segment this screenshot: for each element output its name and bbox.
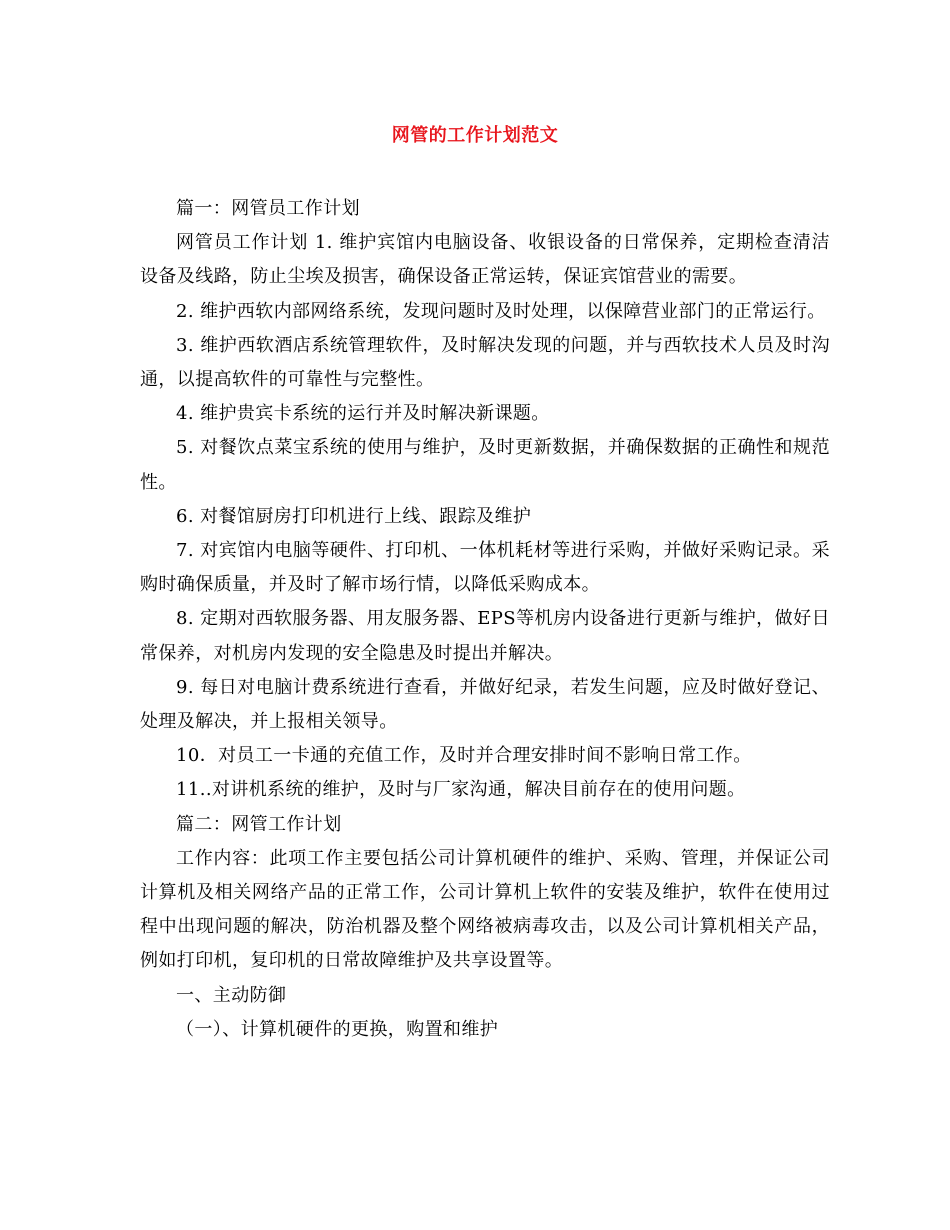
document-body <box>140 192 830 1047</box>
document-title: 网管的工作计划范文 <box>391 125 559 146</box>
paragraph-item-5: 5. 对餐饮点菜宝系统的使用与维护，及时更新数据，并确保数据的正确性和规范性。 <box>140 437 830 493</box>
subheading-active-defense: 一、主动防御 <box>176 984 287 1006</box>
paragraph-item-3: 3. 维护西软酒店系统管理软件，及时解决发现的问题，并与西软技术人员及时沟通，以提高软件的可靠性与完整性。 <box>140 334 830 391</box>
paragraph-item-2: 2. 维护西软内部网络系统，发现问题时及时处理，以保障营业部门的正常运行。 <box>176 300 826 322</box>
paragraph-work-content: 工作内容：此项工作主要包括公司计算机硬件的维护、采购、管理，并保证公司计算机及相关网络产品的正常工作，公司计算机上软件的安装及维护，软件在使用过程中出现问题的解决，防治机器及整个网络被病毒攻击，以及公司计算机相关产品，例如打印机，复印机的日常故障维护及共享设置等。 <box>140 847 830 972</box>
section-heading-part-two: 篇二：网管工作计划 <box>176 813 342 835</box>
paragraph-item-4: 4. 维护贵宾卡系统的运行并及时解决新课题。 <box>176 403 550 425</box>
paragraph-item-11: 11..对讲机系统的维护，及时与厂家沟通，解决目前存在的使用问题。 <box>176 779 746 801</box>
paragraph-item-6: 6. 对餐馆厨房打印机进行上线、跟踪及维护 <box>176 505 532 527</box>
paragraph-item-10: 10．对员工一卡通的充值工作，及时并合理安排时间不影响日常工作。 <box>176 745 752 767</box>
paragraph-item-1: 网管员工作计划 1. 维护宾馆内电脑设备、收银设备的日常保养，定期检查清洁设备及线路，防止尘埃及损害，确保设备正常运转，保证宾馆营业的需要。 <box>140 232 830 288</box>
subheading-hardware: （一）、计算机硬件的更换，购置和维护 <box>176 1018 499 1040</box>
paragraph-item-9: 9. 每日对电脑计费系统进行查看，并做好纪录，若发生问题，应及时做好登记、处理及解决，并上报相关领导。 <box>140 676 830 733</box>
paragraph-item-8: 8. 定期对西软服务器、用友服务器、EPS等机房内设备进行更新与维护，做好日常保养，对机房内发现的安全隐患及时提出并解决。 <box>140 608 830 664</box>
paragraph-item-7: 7. 对宾馆内电脑等硬件、打印机、一体机耗材等进行采购，并做好采购记录。采购时确保质量，并及时了解市场行情，以降低采购成本。 <box>140 540 830 596</box>
section-heading-part-one: 篇一：网管员工作计划 <box>176 198 360 219</box>
